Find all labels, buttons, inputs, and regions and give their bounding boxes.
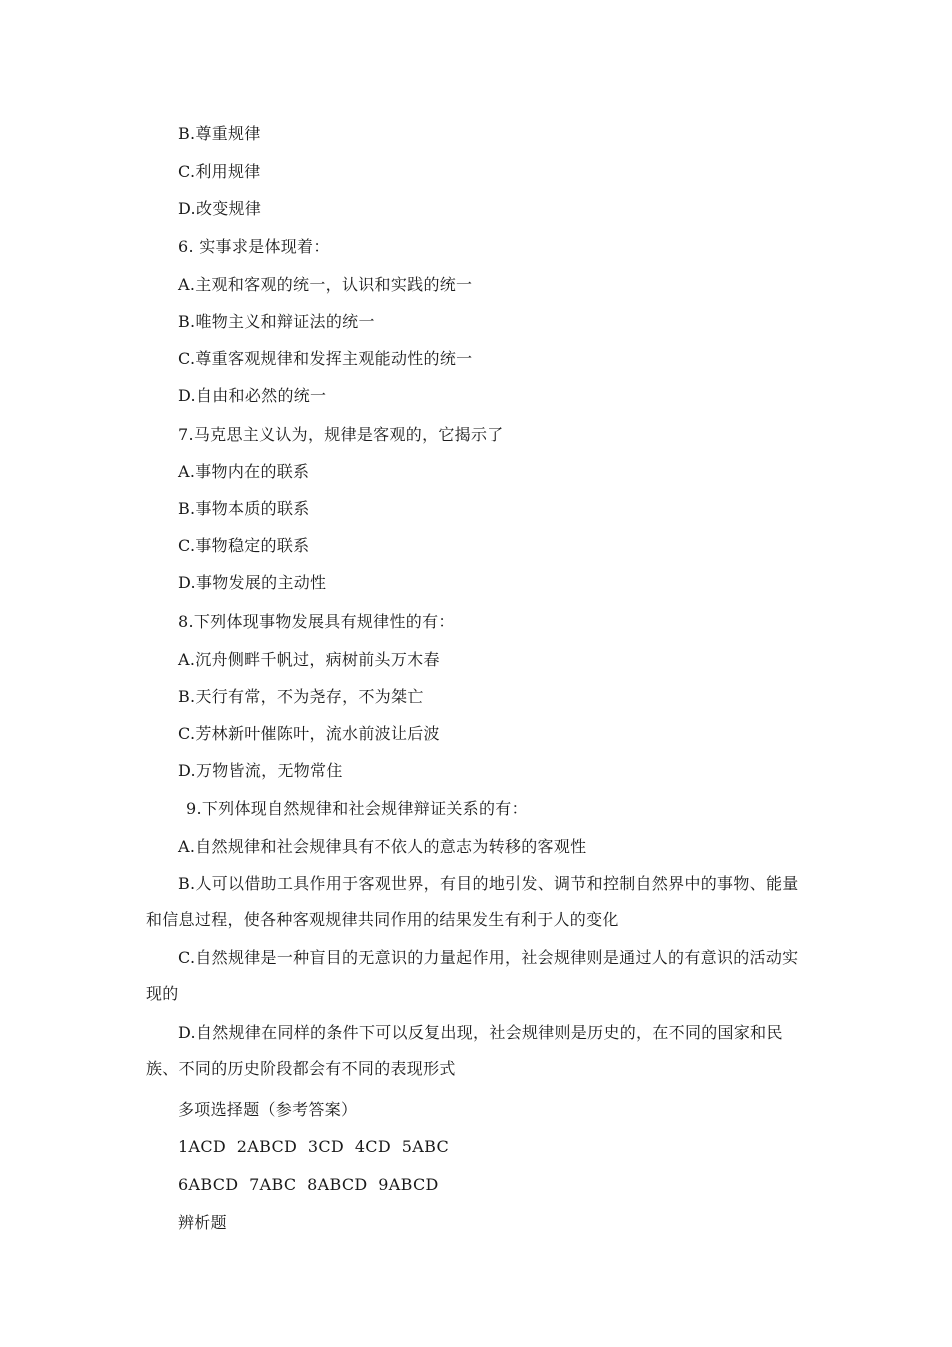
option-7d: D.事物发展的主动性	[178, 573, 327, 592]
option-8b: B.天行有常，不为尧存，不为桀亡	[178, 687, 424, 706]
option-5d: D.改变规律	[178, 199, 262, 218]
answers-heading: 多项选择题（参考答案）	[178, 1100, 358, 1119]
question-8: 8.下列体现事物发展具有规律性的有：	[178, 612, 455, 631]
answers-line-2: 6ABCD 7ABC 8ABCD 9ABCD	[178, 1175, 439, 1194]
option-7b: B.事物本质的联系	[178, 499, 310, 518]
question-7: 7.马克思主义认为，规律是客观的，它揭示了	[178, 425, 504, 444]
option-6c: C.尊重客观规律和发挥主观能动性的统一	[178, 349, 473, 368]
option-9a: A.自然规律和社会规律具有不依人的意志为转移的客观性	[178, 837, 587, 856]
option-6a: A.主观和客观的统一，认识和实践的统一	[178, 275, 473, 294]
option-7a: A.事物内在的联系	[178, 462, 310, 481]
option-5b: B.尊重规律	[178, 124, 261, 143]
question-9: 9.下列体现自然规律和社会规律辩证关系的有：	[186, 799, 528, 818]
option-6b: B.唯物主义和辩证法的统一	[178, 312, 375, 331]
option-9c: C.自然规律是一种盲目的无意识的力量起作用，社会规律则是通过人的有意识的活动实现的	[146, 948, 799, 1003]
answers-line-1: 1ACD 2ABCD 3CD 4CD 5ABC	[178, 1137, 449, 1156]
option-5c: C.利用规律	[178, 162, 261, 181]
option-9d: D.自然规律在同样的条件下可以反复出现，社会规律则是历史的，在不同的国家和民族、不同的历史阶段都会有不同的表现形式	[146, 1023, 783, 1078]
option-8a: A.沉舟侧畔千帆过，病树前头万木春	[178, 650, 440, 669]
option-8d: D.万物皆流，无物常住	[178, 761, 343, 780]
option-9b: B.人可以借助工具作用于客观世界，有目的地引发、调节和控制自然界中的事物、能量和信息过程，使各种客观规律共同作用的结果发生有利于人的变化	[146, 874, 799, 929]
option-7c: C.事物稳定的联系	[178, 536, 310, 555]
option-8c: C.芳林新叶催陈叶，流水前波让后波	[178, 724, 440, 743]
section-heading-analysis: 辨析题	[178, 1213, 227, 1232]
question-6: 6. 实事求是体现着：	[178, 237, 330, 256]
option-6d: D.自由和必然的统一	[178, 386, 327, 405]
